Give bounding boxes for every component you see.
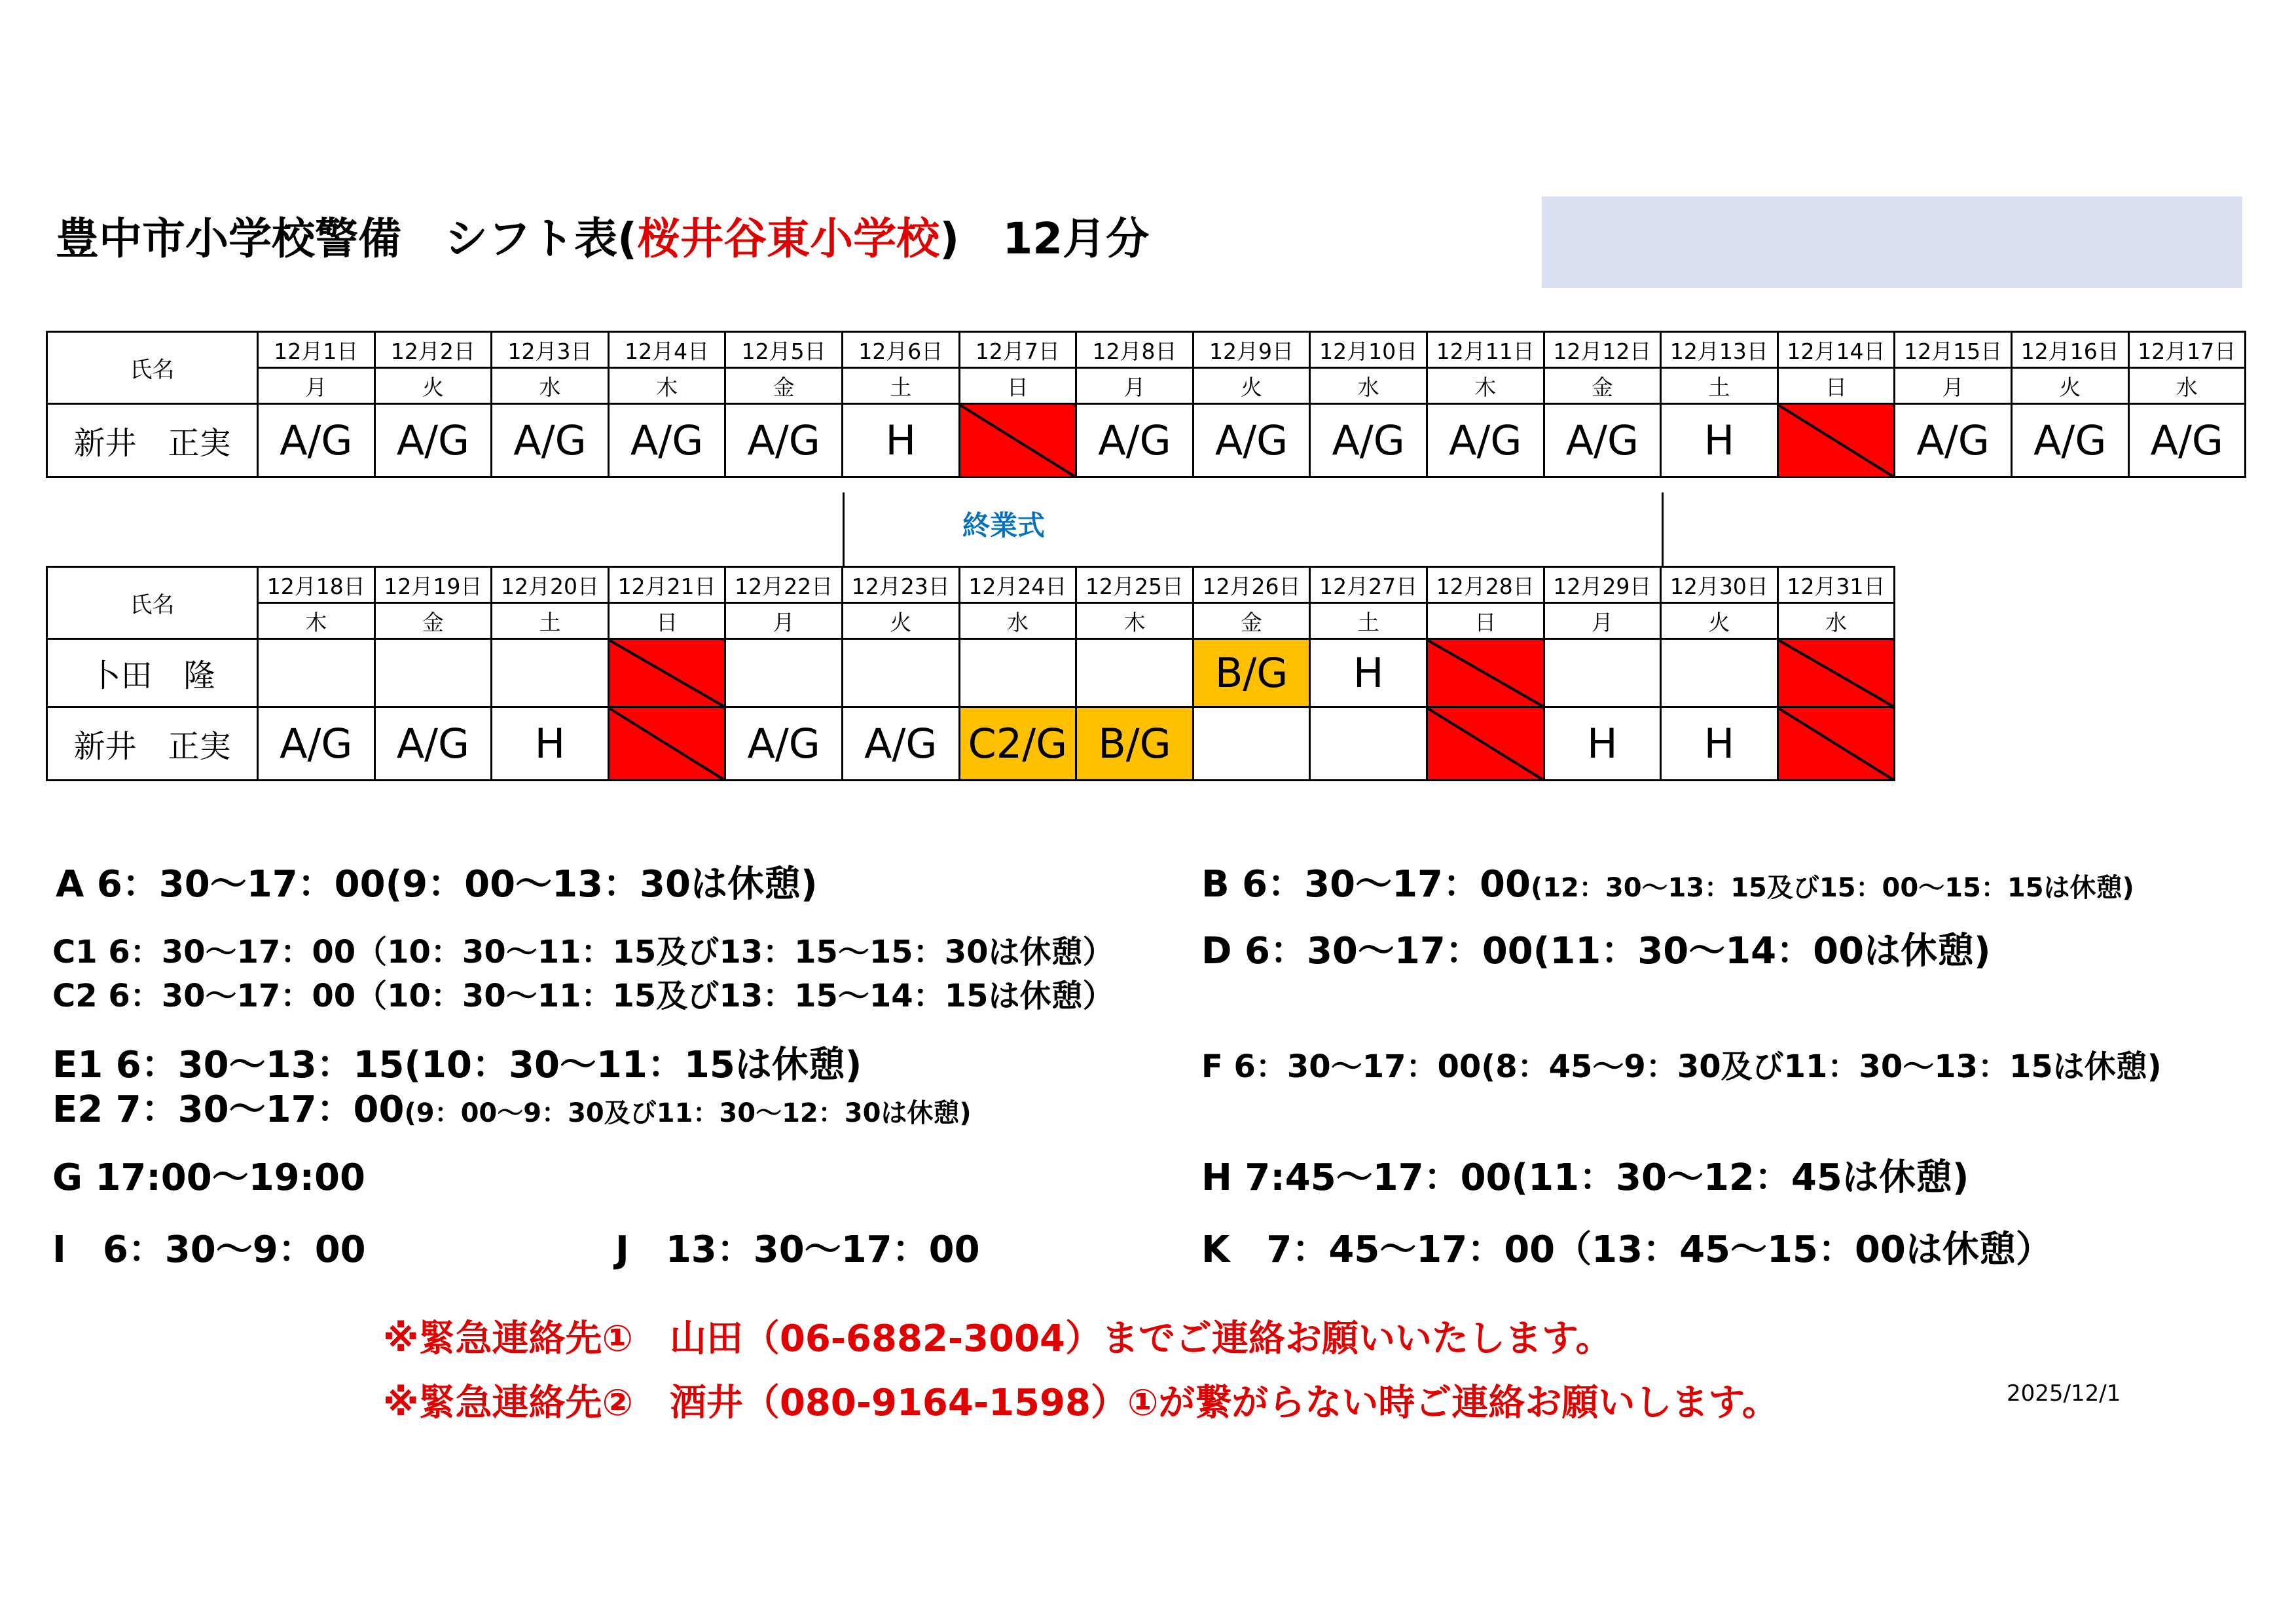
weekday-cell: 月 — [1544, 603, 1661, 639]
shift-cell: A/G — [842, 707, 959, 781]
staff-row — [47, 639, 1895, 707]
date-cell: 12月13日 — [1661, 332, 1778, 368]
shift-cell: A/G — [725, 404, 843, 477]
shift-cell: H — [1310, 639, 1427, 707]
weekday-cell: 火 — [374, 368, 492, 404]
day-off-cell — [1777, 707, 1895, 781]
weekday-cell: 日 — [1427, 603, 1544, 639]
day-off-cell — [1427, 639, 1544, 707]
weekday-cell: 水 — [492, 368, 609, 404]
staff-name: 新井 正実 — [47, 707, 258, 781]
shift-cell — [1310, 707, 1427, 781]
shift-cell — [492, 639, 609, 707]
shift-cell: A/G — [1427, 404, 1544, 477]
legend-b: B 6：30〜17：00(12：30〜13：15及び15：00〜15：15は休憩) — [1201, 863, 2134, 906]
event-bracket-right — [1662, 492, 1664, 566]
weekday-cell: 土 — [492, 603, 609, 639]
date-cell: 12月15日 — [1895, 332, 2012, 368]
event-label: 終業式 — [962, 509, 1046, 542]
weekday-cell: 月 — [1076, 368, 1194, 404]
weekday-cell: 火 — [1661, 603, 1778, 639]
legend-g: G 17:00〜19:00 — [52, 1156, 365, 1199]
shift-cell — [1076, 639, 1194, 707]
shift-cell: H — [1661, 707, 1778, 781]
shift-cell: A/G — [258, 707, 375, 781]
shift-cell: A/G — [258, 404, 375, 477]
weekday-cell: 金 — [374, 603, 492, 639]
date-cell: 12月8日 — [1076, 332, 1194, 368]
day-off-cell — [608, 639, 725, 707]
weekday-cell: 日 — [959, 368, 1076, 404]
day-off-cell — [1777, 404, 1895, 477]
day-off-cell — [1427, 707, 1544, 781]
emergency-contact-2: ※緊急連絡先② 酒井（080-9164-1598）①が繋がらない時ご連絡お願いします。 — [383, 1382, 1779, 1424]
date-cell: 12月1日 — [258, 332, 375, 368]
name-header: 氏名 — [47, 332, 258, 404]
weekday-cell: 木 — [608, 368, 725, 404]
date-cell: 12月16日 — [2011, 332, 2128, 368]
shift-cell: H — [492, 707, 609, 781]
date-cell: 12月23日 — [842, 567, 959, 603]
shift-cell: H — [1544, 707, 1661, 781]
date-cell: 12月19日 — [374, 567, 492, 603]
shift-cell: B/G — [1076, 707, 1194, 781]
shift-cell — [1544, 639, 1661, 707]
date-cell: 12月14日 — [1777, 332, 1895, 368]
weekday-cell: 金 — [1193, 603, 1310, 639]
date-cell: 12月2日 — [374, 332, 492, 368]
staff-row — [47, 707, 1895, 781]
weekday-cell: 水 — [2128, 368, 2246, 404]
date-cell: 12月3日 — [492, 332, 609, 368]
date-cell: 12月25日 — [1076, 567, 1194, 603]
weekday-cell: 金 — [725, 368, 843, 404]
weekday-cell: 日 — [608, 603, 725, 639]
weekday-cell: 水 — [959, 603, 1076, 639]
shift-cell: A/G — [374, 404, 492, 477]
weekday-cell: 金 — [1544, 368, 1661, 404]
date-cell: 12月6日 — [842, 332, 959, 368]
weekday-cell: 木 — [258, 603, 375, 639]
date-cell: 12月31日 — [1777, 567, 1895, 603]
shift-cell — [1661, 639, 1778, 707]
date-cell: 12月18日 — [258, 567, 375, 603]
name-header: 氏名 — [47, 567, 258, 639]
issue-date: 2025/12/1 — [2007, 1380, 2121, 1407]
date-cell: 12月9日 — [1193, 332, 1310, 368]
date-cell: 12月7日 — [959, 332, 1076, 368]
shift-cell: A/G — [2128, 404, 2246, 477]
legend-f: F 6：30〜17：00(8：45〜9：30及び11：30〜13：15は休憩) — [1201, 1048, 2162, 1085]
shift-cell — [258, 639, 375, 707]
shift-cell: H — [1661, 404, 1778, 477]
date-cell: 12月29日 — [1544, 567, 1661, 603]
legend-i: I 6：30〜9：00 — [52, 1228, 366, 1271]
date-cell: 12月11日 — [1427, 332, 1544, 368]
legend-a: A 6：30〜17：00(9：00〜13：30は休憩) — [56, 863, 818, 906]
shift-cell: A/G — [374, 707, 492, 781]
shift-cell: A/G — [2011, 404, 2128, 477]
shift-cell — [1193, 707, 1310, 781]
date-cell: 12月10日 — [1310, 332, 1427, 368]
weekday-cell: 水 — [1777, 603, 1895, 639]
date-cell: 12月20日 — [492, 567, 609, 603]
shift-table-2 — [46, 566, 1895, 781]
weekday-cell: 火 — [2011, 368, 2128, 404]
shift-cell: A/G — [1076, 404, 1194, 477]
date-cell: 12月12日 — [1544, 332, 1661, 368]
legend-c2: C2 6：30〜17：00（10：30〜11：15及び13：15〜14：15は休憩） — [52, 978, 1114, 1014]
date-cell: 12月4日 — [608, 332, 725, 368]
weekday-cell: 月 — [258, 368, 375, 404]
date-cell: 12月17日 — [2128, 332, 2246, 368]
day-off-cell — [1777, 639, 1895, 707]
weekday-cell: 土 — [1661, 368, 1778, 404]
shift-cell: A/G — [1310, 404, 1427, 477]
shift-cell — [725, 639, 843, 707]
shift-cell: A/G — [725, 707, 843, 781]
emergency-contact-1: ※緊急連絡先① 山田（06-6882-3004）までご連絡お願いいたします。 — [383, 1318, 1613, 1360]
shift-cell: B/G — [1193, 639, 1310, 707]
shift-cell — [959, 639, 1076, 707]
weekday-cell: 月 — [1895, 368, 2012, 404]
shift-cell: A/G — [608, 404, 725, 477]
shift-cell: A/G — [1193, 404, 1310, 477]
legend-k: K 7：45〜17：00（13：45〜15：00は休憩） — [1201, 1228, 2052, 1271]
date-cell: 12月21日 — [608, 567, 725, 603]
staff-name: 新井 正実 — [47, 404, 258, 477]
weekday-cell: 土 — [1310, 603, 1427, 639]
legend-d: D 6：30〜17：00(11：30〜14：00は休憩) — [1201, 930, 1991, 972]
date-cell: 12月30日 — [1661, 567, 1778, 603]
legend-h: H 7:45〜17：00(11：30〜12：45は休憩) — [1201, 1156, 1969, 1199]
day-off-cell — [608, 707, 725, 781]
weekday-cell: 火 — [1193, 368, 1310, 404]
day-off-cell — [959, 404, 1076, 477]
shift-cell: H — [842, 404, 959, 477]
date-cell: 12月26日 — [1193, 567, 1310, 603]
weekday-cell: 火 — [842, 603, 959, 639]
legend-e1: E1 6：30〜13：15(10：30〜11：15は休憩) — [52, 1044, 862, 1086]
date-cell: 12月27日 — [1310, 567, 1427, 603]
date-cell: 12月22日 — [725, 567, 843, 603]
legend-e2: E2 7：30〜17：00(9：00〜9：30及び11：30〜12：30は休憩) — [52, 1088, 972, 1131]
weekday-cell: 土 — [842, 368, 959, 404]
shift-cell: C2/G — [959, 707, 1076, 781]
shift-cell: A/G — [1544, 404, 1661, 477]
weekday-cell: 月 — [725, 603, 843, 639]
page-title: 豊中市小学校警備 シフト表(桜井谷東小学校) 12月分 — [56, 213, 1150, 264]
date-cell: 12月24日 — [959, 567, 1076, 603]
school-name: 桜井谷東小学校 — [637, 213, 940, 264]
date-cell: 12月5日 — [725, 332, 843, 368]
legend-j: J 13：30〜17：00 — [615, 1228, 980, 1271]
weekday-cell: 木 — [1076, 603, 1194, 639]
weekday-cell: 木 — [1427, 368, 1544, 404]
staff-name: 卜田 隆 — [47, 639, 258, 707]
event-bracket-left — [843, 492, 845, 566]
shift-cell — [374, 639, 492, 707]
weekday-cell: 日 — [1777, 368, 1895, 404]
shift-table-1 — [46, 331, 2246, 478]
staff-row — [47, 404, 2246, 477]
shift-cell: A/G — [492, 404, 609, 477]
header-blank-box — [1542, 196, 2242, 288]
shift-cell: A/G — [1895, 404, 2012, 477]
shift-cell — [842, 639, 959, 707]
legend-c1: C1 6：30〜17：00（10：30〜11：15及び13：15〜15：30は休憩） — [52, 934, 1114, 970]
weekday-cell: 水 — [1310, 368, 1427, 404]
date-cell: 12月28日 — [1427, 567, 1544, 603]
